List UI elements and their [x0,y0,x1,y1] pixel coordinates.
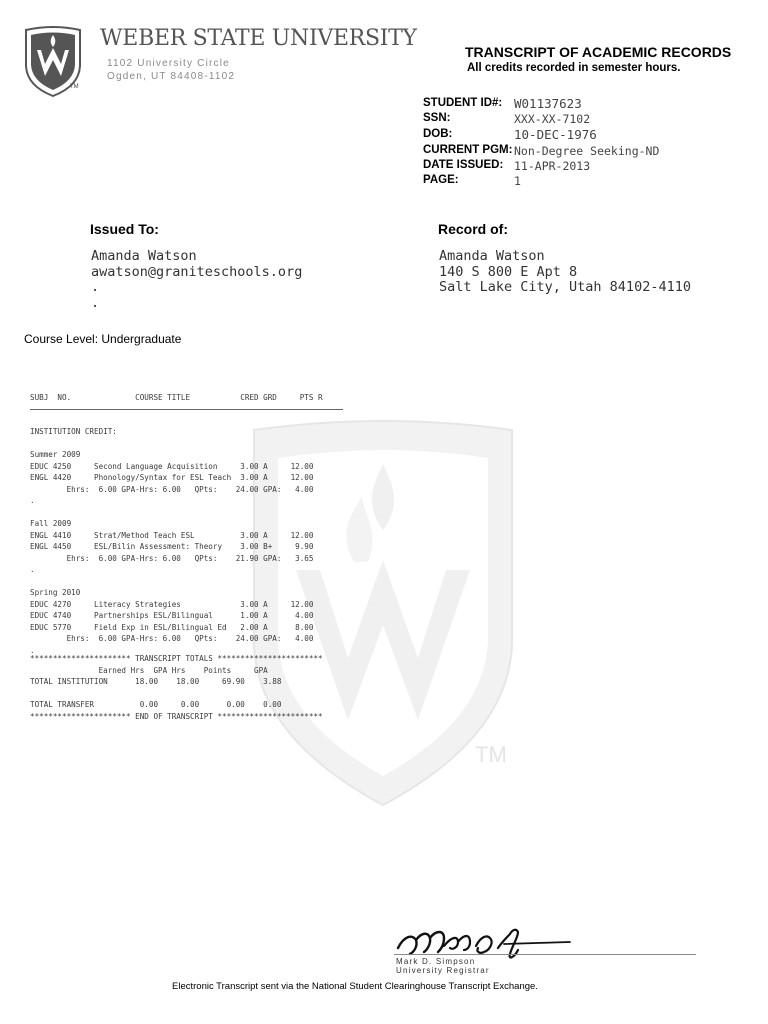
watermark-tm-mark: TM [475,742,507,767]
registrar-name: Mark D. Simpson [396,957,476,966]
transcript-course-row: EDUC 5770 Field Exp in ESL/Bilingual Ed 2.00 A 8.00 [30,622,314,632]
transcript-end-banner: ********************** END OF TRANSCRIPT *********************** [30,711,323,721]
date-issued-label: DATE ISSUED: [423,159,504,171]
transcript-course-row: ENGL 4420 Phonology/Syntax for ESL Teach 3.00 A 12.00 [30,473,314,482]
document-title: TRANSCRIPT OF ACADEMIC RECORDS [465,44,732,60]
issued-to-title: Issued To: [90,221,159,237]
footer-note: Electronic Transcript sent via the National Student Clearinghouse Transcript Exchange. [172,981,538,992]
transcript-line: . [30,645,35,655]
dob-value: 10-DEC-1976 [514,127,597,142]
transcript-term-heading: Fall 2009 [30,519,72,528]
student-id-label: STUDENT ID#: [423,97,503,109]
transcript-course-row: EDUC 4270 Literacy Strategies 3.00 A 12.00 [30,599,314,609]
current-program-value: Non-Degree Seeking-ND [514,144,660,158]
transcript-course-row: EDUC 4740 Partnerships ESL/Bilingual 1.00 A 4.00 [30,611,314,620]
current-program-label: CURRENT PGM: [423,144,513,156]
student-id-value: W01137623 [514,96,582,111]
transcript-term-summary: Ehrs: 6.00 GPA-Hrs: 6.00 QPts: 24.00 GPA: 4.00 [30,634,314,643]
transcript-term-heading: Spring 2010 [30,588,81,597]
transcript-header-rule [30,409,343,410]
transcript-course-row: EDUC 4250 Second Language Acquisition 3.00 A 12.00 [30,461,314,471]
date-issued-value: 11-APR-2013 [514,159,591,173]
transcript-line: INSTITUTION CREDIT: [30,427,117,436]
transcript-term-summary: Ehrs: 6.00 GPA-Hrs: 6.00 QPts: 24.00 GPA: 4.00 [30,484,314,494]
logo-tm-mark: TM [70,84,79,90]
signature-line [394,954,696,955]
transcript-totals-header: Earned Hrs GPA Hrs Points GPA [30,665,268,675]
transcript-total-transfer: TOTAL TRANSFER 0.00 0.00 0.00 0.00 [30,700,282,709]
document-subtitle: All credits recorded in semester hours. [467,62,681,74]
page-label: PAGE: [423,174,459,186]
ssn-label: SSN: [423,112,451,124]
record-of-title: Record of: [438,221,508,237]
transcript-total-institution: TOTAL INSTITUTION 18.00 18.00 69.90 3.88 [30,677,282,686]
ssn-value: XXX-XX-7102 [514,112,591,126]
transcript-course-row: ENGL 4410 Strat/Method Teach ESL 3.00 A 12.00 [30,530,314,540]
transcript-column-header: SUBJ NO. COURSE TITLE CRED GRD PTS R [30,393,323,402]
transcript-course-row: ENGL 4450 ESL/Bilin Assessment: Theory 3.00 B+ 9.90 [30,542,314,551]
record-of-address: Amanda Watson 140 S 800 E Apt 8 Salt Lake City, Utah 84102-4110 [439,248,691,296]
university-address-line2: Ogden, UT 84408-1102 [107,71,236,82]
transcript-totals-banner: ********************** TRANSCRIPT TOTALS *********************** [30,654,323,663]
course-level: Course Level: Undergraduate [24,332,182,346]
university-name: WEBER STATE UNIVERSITY [100,26,417,51]
university-address-line1: 1102 University Circle [107,58,230,69]
transcript-line: . [30,565,35,574]
transcript-line: . [30,496,35,505]
issued-to-address: Amanda Watson awatson@graniteschools.org . . [91,248,303,311]
registrar-title: University Registrar [396,966,490,975]
transcript-term-summary: Ehrs: 6.00 GPA-Hrs: 6.00 QPts: 21.90 GPA: 3.65 [30,553,314,563]
page-value: 1 [514,174,521,188]
transcript-term-heading: Summer 2009 [30,450,81,459]
dob-label: DOB: [423,128,453,140]
